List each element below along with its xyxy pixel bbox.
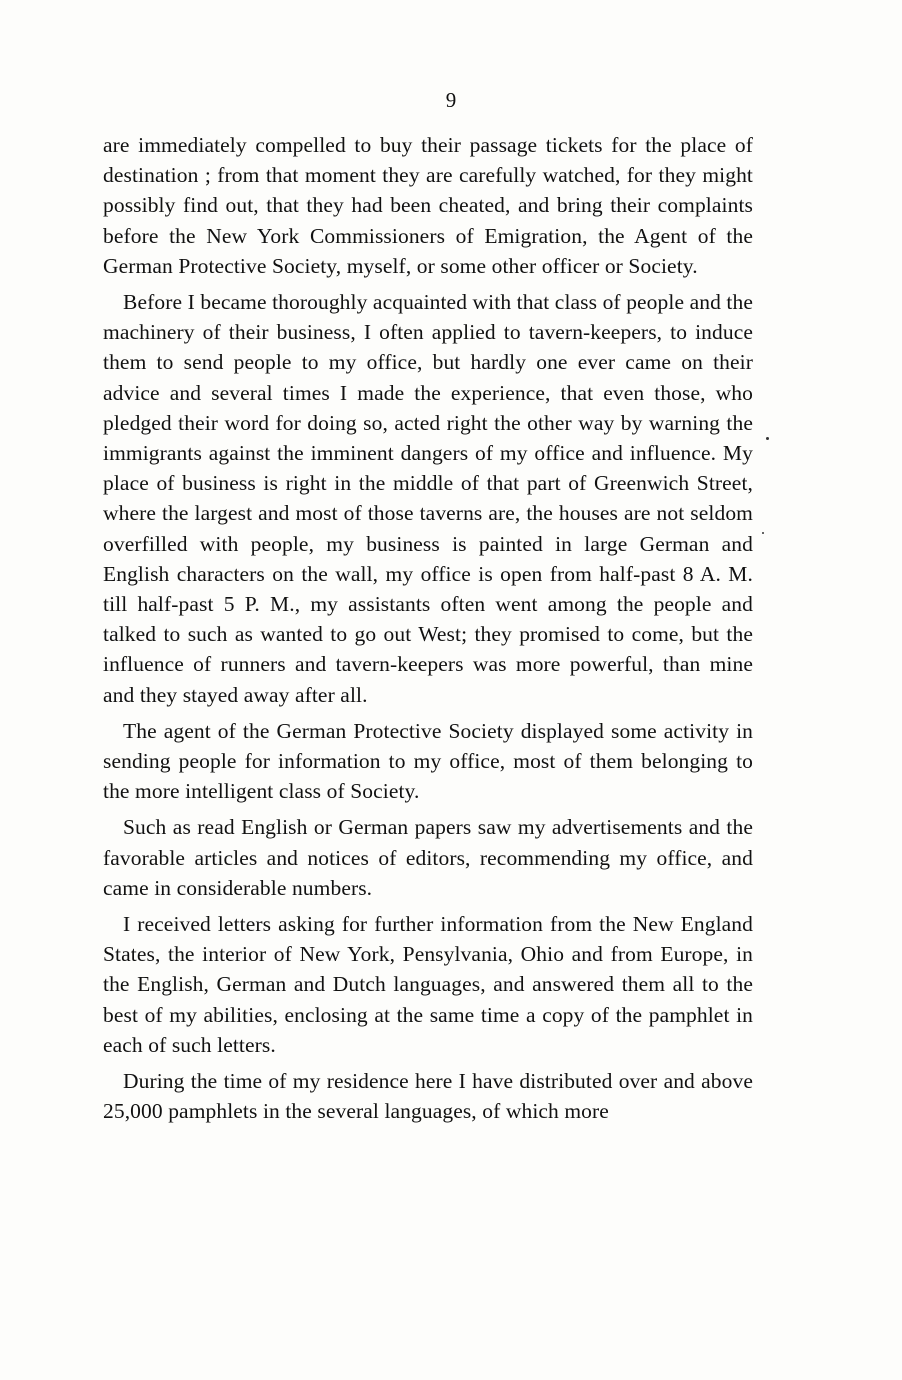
paragraph-4: Such as read English or German papers saw my advertisements and the favorable articles and notices of editors, recommending my office, and came in considerable numbers. bbox=[103, 815, 753, 900]
paragraph-5: I received letters asking for further information from the New England States, the interior of New York, Pensylvania, Ohio and from Europe, in the English, German and Dutch languages, and answered them all to the best of my abilities, enclosing at the same time a copy of the pamphlet in each of such letters. bbox=[103, 912, 753, 1057]
paragraph-3: The agent of the German Protective Society displayed some activity in sending people for information to my office, most of them belonging to the more intelligent class of Society. bbox=[103, 718, 753, 804]
print-speck bbox=[762, 532, 764, 534]
paragraph-1: are immediately compelled to buy their passage tickets for the place of destination ; from that moment they are carefully watched, for they might possibly find out, that they had been cheated, and bring their complaints before the New York Commissioners of Emigration, the Agent of the German Protective Society, myself, or some other officer or Society. bbox=[103, 133, 753, 278]
paragraph-6: During the time of my residence here I have distributed over and above 25,000 pamphlets in the several languages, of which more bbox=[103, 1069, 753, 1124]
print-speck bbox=[766, 437, 769, 440]
page-number: 9 bbox=[445, 88, 457, 112]
text-body bbox=[103, 130, 753, 1133]
paragraph-2: Before I became thoroughly acquainted with that class of people and the machinery of their business, I often applied to tavern-keepers, to induce them to send people to my office, but hardly one ever came on their advice and several times I made the experience, that even those, who pledged their word for doing so, acted right the other way by warning the immigrants against the imminent dangers of my office and influence. My place of business is right in the middle of that part of Greenwich Street, where the largest and most of those taverns are, the houses are not seldom overfilled with people, my business is painted in large German and English characters on the wall, my office is open from half-past 8 A. M. till half-past 5 P. M., my assistants often went among the people and talked to such as wanted to go out West; they promised to come, but the influence of runners and tavern-keepers was more powerful, than mine and they stayed away after all. bbox=[103, 290, 753, 707]
